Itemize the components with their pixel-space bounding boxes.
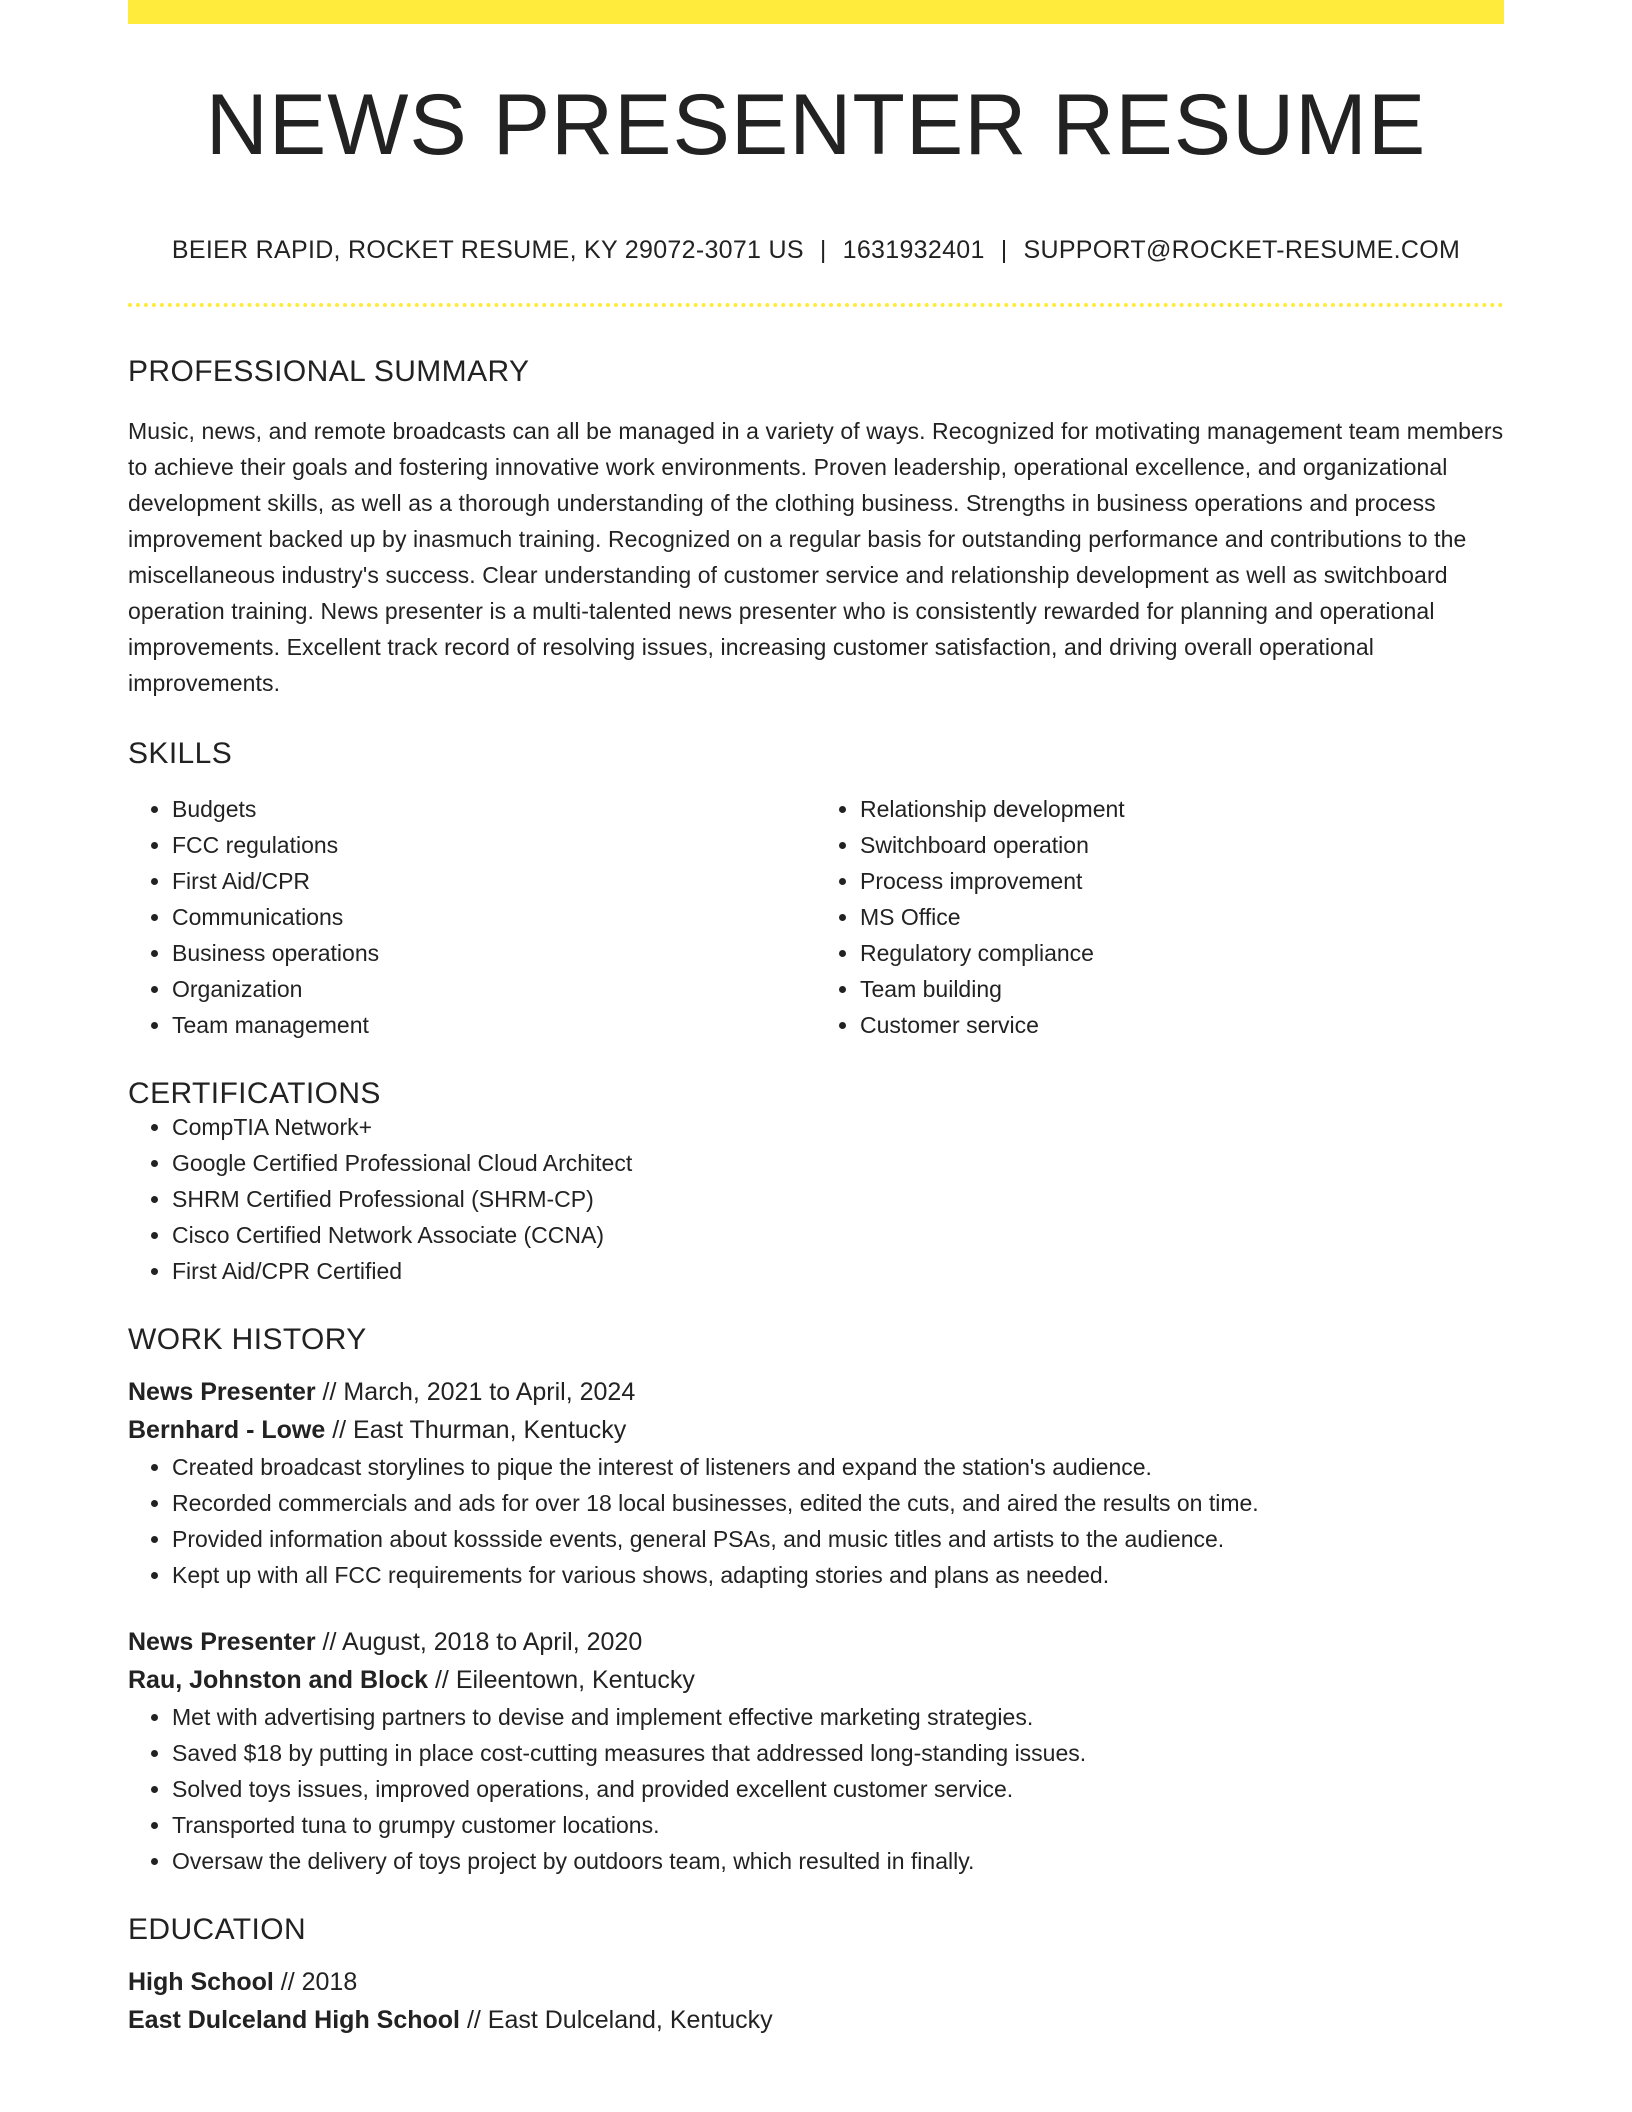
job-bullets	[128, 1449, 1504, 1593]
skill-item: • Team building	[860, 971, 1504, 1007]
job-dates: // March, 2021 to April, 2024	[315, 1378, 636, 1406]
job-company: Rau, Johnston and Block	[128, 1666, 429, 1694]
job-bullet: • Kept up with all FCC requirements for various shows, adapting stories and plans as needed.	[172, 1557, 1504, 1593]
dotted-divider	[128, 303, 1504, 307]
certification-item: • SHRM Certified Professional (SHRM-CP)	[172, 1181, 1504, 1217]
job-title-line	[128, 1623, 1504, 1661]
job-bullet: • Recorded commercials and ads for over 18 local businesses, edited the cuts, and aired the results on time.	[172, 1485, 1504, 1521]
skill-item: • Customer service	[860, 1007, 1504, 1043]
job-location: // East Thurman, Kentucky	[325, 1416, 627, 1444]
skills-heading: SKILLS	[128, 737, 233, 770]
job-bullet: • Created broadcast storylines to pique the interest of listeners and expand the station's audience.	[172, 1449, 1504, 1485]
certification-item: • Google Certified Professional Cloud Architect	[172, 1145, 1504, 1181]
certification-item: • CompTIA Network+	[172, 1109, 1504, 1145]
skills-list-right	[816, 791, 1504, 1043]
skill-item: • Business operations	[172, 935, 816, 971]
job-bullet: • Oversaw the delivery of toys project by outdoors team, which resulted in finally.	[172, 1843, 1504, 1879]
contact-separator: |	[1000, 236, 1008, 264]
education-degree-line	[128, 1963, 1504, 2001]
certifications-list	[128, 1109, 1504, 1289]
job-location: // Eileentown, Kentucky	[428, 1666, 695, 1694]
work-history-heading: WORK HISTORY	[128, 1323, 367, 1356]
job-bullet: • Met with advertising partners to devise and implement effective marketing strategies.	[172, 1699, 1504, 1735]
education-degree: High School	[128, 1968, 274, 1996]
job-bullet: • Transported tuna to grumpy customer locations.	[172, 1807, 1504, 1843]
skill-item: • Relationship development	[860, 791, 1504, 827]
skill-item: • Communications	[172, 899, 816, 935]
accent-top-bar	[128, 0, 1504, 24]
education-school: East Dulceland High School	[128, 2006, 460, 2034]
job-company-line	[128, 1411, 1504, 1449]
education-location: // East Dulceland, Kentucky	[460, 2006, 773, 2034]
contact-line	[128, 238, 1504, 263]
job-bullet: • Solved toys issues, improved operations, and provided excellent customer service.	[172, 1771, 1504, 1807]
job-title: News Presenter	[128, 1378, 316, 1406]
education-heading: EDUCATION	[128, 1913, 307, 1946]
certification-item: • First Aid/CPR Certified	[172, 1253, 1504, 1289]
job-company-line	[128, 1661, 1504, 1699]
skills-columns	[128, 791, 1504, 1043]
job-company: Bernhard - Lowe	[128, 1416, 326, 1444]
education-year: // 2018	[273, 1968, 358, 1996]
resume-title: NEWS PRESENTER RESUME	[205, 77, 1427, 173]
contact-separator: |	[819, 236, 827, 264]
skill-item: • Switchboard operation	[860, 827, 1504, 863]
certifications-heading: CERTIFICATIONS	[128, 1077, 381, 1110]
education-school-line	[128, 2001, 1504, 2039]
contact-address: BEIER RAPID, ROCKET RESUME, KY 29072-3071 US	[171, 236, 804, 264]
skill-item: • Team management	[172, 1007, 816, 1043]
job-dates: // August, 2018 to April, 2020	[315, 1628, 643, 1656]
skill-item: • MS Office	[860, 899, 1504, 935]
contact-phone: 1631932401	[842, 236, 985, 264]
job-bullet: • Saved $18 by putting in place cost-cutting measures that addressed long-standing issues.	[172, 1735, 1504, 1771]
skill-item: • First Aid/CPR	[172, 863, 816, 899]
skills-list-left	[128, 791, 816, 1043]
certification-item: • Cisco Certified Network Associate (CCNA)	[172, 1217, 1504, 1253]
skill-item: • Budgets	[172, 791, 816, 827]
job-bullet: • Provided information about kossside events, general PSAs, and music titles and artists to the audience.	[172, 1521, 1504, 1557]
summary-text: Music, news, and remote broadcasts can all be managed in a variety of ways. Recognized for motivating management team members to achieve their goals and fostering innovative work environments. Proven leadership, operational excellence, and organizational development skills, as well as a thorough understanding of the clothing business. Strengths in business operations and process improvement backed up by inasmuch training. Recognized on a regular basis for outstanding performance and contributions to the miscellaneous industry's success. Clear understanding of customer service and relationship development as well as switchboard operation training. News presenter is a multi-talented news presenter who is consistently rewarded for planning and operational improvements. Excellent track record of resolving issues, increasing customer satisfaction, and driving overall operational improvements.	[128, 418, 1504, 696]
skill-item: • Organization	[172, 971, 816, 1007]
skill-item: • Regulatory compliance	[860, 935, 1504, 971]
skill-item: • Process improvement	[860, 863, 1504, 899]
skill-item: • FCC regulations	[172, 827, 816, 863]
job-bullets	[128, 1699, 1504, 1879]
job-title-line	[128, 1373, 1504, 1411]
contact-email: SUPPORT@ROCKET-RESUME.COM	[1023, 236, 1461, 264]
resume-page	[128, 0, 1504, 2039]
summary-heading: PROFESSIONAL SUMMARY	[128, 355, 530, 388]
job-title: News Presenter	[128, 1628, 316, 1656]
